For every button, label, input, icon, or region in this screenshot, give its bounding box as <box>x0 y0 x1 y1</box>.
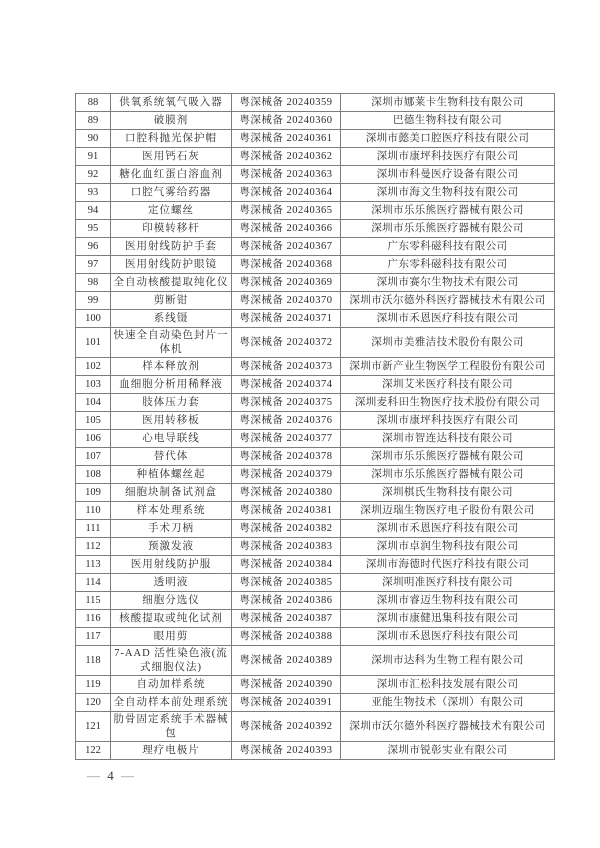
company-name-cell: 深圳市娜莱卡生物科技有限公司 <box>341 94 555 112</box>
row-number-cell: 114 <box>76 574 111 592</box>
registration-number-cell: 粤深械备 20240393 <box>232 742 341 760</box>
product-name-cell: 细胞块制备试剂盒 <box>111 484 232 502</box>
registration-number-cell: 粤深械备 20240379 <box>232 466 341 484</box>
row-number-cell: 95 <box>76 220 111 238</box>
registration-number-cell: 粤深械备 20240365 <box>232 202 341 220</box>
registration-number-cell: 粤深械备 20240361 <box>232 130 341 148</box>
company-name-cell: 深圳市禾恩医疗科技有限公司 <box>341 310 555 328</box>
row-number-cell: 89 <box>76 112 111 130</box>
registration-number-cell: 粤深械备 20240377 <box>232 430 341 448</box>
row-number-cell: 110 <box>76 502 111 520</box>
registration-number-cell: 粤深械备 20240372 <box>232 328 341 358</box>
registration-number-cell: 粤深械备 20240385 <box>232 574 341 592</box>
product-name-cell: 剪断钳 <box>111 292 232 310</box>
company-name-cell: 亚能生物技术（深圳）有限公司 <box>341 694 555 712</box>
company-name-cell: 深圳市赛尔生物技术有限公司 <box>341 274 555 292</box>
row-number-cell: 93 <box>76 184 111 202</box>
product-name-cell: 手术刀柄 <box>111 520 232 538</box>
row-number-cell: 115 <box>76 592 111 610</box>
row-number-cell: 105 <box>76 412 111 430</box>
company-name-cell: 深圳市沃尔德外科医疗器械技术有限公司 <box>341 712 555 742</box>
product-name-cell: 血细胞分析用稀释液 <box>111 376 232 394</box>
row-number-cell: 112 <box>76 538 111 556</box>
table-row <box>76 358 555 376</box>
product-name-cell: 替代体 <box>111 448 232 466</box>
company-name-cell: 深圳市乐乐熊医疗器械有限公司 <box>341 466 555 484</box>
table-row <box>76 292 555 310</box>
table-row <box>76 556 555 574</box>
company-name-cell: 深圳市禾恩医疗科技有限公司 <box>341 520 555 538</box>
table-row <box>76 502 555 520</box>
product-name-cell: 理疗电极片 <box>111 742 232 760</box>
row-number-cell: 121 <box>76 712 111 742</box>
company-name-cell: 深圳棋氏生物科技有限公司 <box>341 484 555 502</box>
table-row <box>76 274 555 292</box>
product-name-cell: 印模转移杆 <box>111 220 232 238</box>
company-name-cell: 深圳市海德时代医疗科技有限公司 <box>341 556 555 574</box>
product-name-cell: 系线镊 <box>111 310 232 328</box>
product-name-cell: 定位螺丝 <box>111 202 232 220</box>
product-name-cell: 医用转移板 <box>111 412 232 430</box>
registration-number-cell: 粤深械备 20240378 <box>232 448 341 466</box>
product-name-cell: 心电导联线 <box>111 430 232 448</box>
product-name-cell: 预激发液 <box>111 538 232 556</box>
registration-number-cell: 粤深械备 20240383 <box>232 538 341 556</box>
table-row <box>76 310 555 328</box>
product-name-cell: 医用钙石灰 <box>111 148 232 166</box>
row-number-cell: 103 <box>76 376 111 394</box>
registration-number-cell: 粤深械备 20240392 <box>232 712 341 742</box>
company-name-cell: 深圳市康坪科技医疗有限公司 <box>341 412 555 430</box>
table-row <box>76 394 555 412</box>
product-name-cell: 供氧系统氧气吸入器 <box>111 94 232 112</box>
table-row <box>76 574 555 592</box>
product-name-cell: 医用射线防护服 <box>111 556 232 574</box>
company-name-cell: 深圳艾米医疗科技有限公司 <box>341 376 555 394</box>
row-number-cell: 92 <box>76 166 111 184</box>
page-number-right-dash: — <box>121 768 136 783</box>
product-name-cell: 透明液 <box>111 574 232 592</box>
table-row <box>76 238 555 256</box>
registration-number-cell: 粤深械备 20240366 <box>232 220 341 238</box>
company-name-cell: 深圳市卓润生物科技有限公司 <box>341 538 555 556</box>
table-row <box>76 112 555 130</box>
company-name-cell: 广东零科磁科技有限公司 <box>341 238 555 256</box>
table-row <box>76 130 555 148</box>
table-row <box>76 220 555 238</box>
registration-number-cell: 粤深械备 20240362 <box>232 148 341 166</box>
company-name-cell: 深圳市康坪科技医疗有限公司 <box>341 148 555 166</box>
registration-number-cell: 粤深械备 20240369 <box>232 274 341 292</box>
row-number-cell: 104 <box>76 394 111 412</box>
table-row <box>76 628 555 646</box>
registration-number-cell: 粤深械备 20240382 <box>232 520 341 538</box>
row-number-cell: 111 <box>76 520 111 538</box>
row-number-cell: 91 <box>76 148 111 166</box>
table-row <box>76 712 555 742</box>
registration-number-cell: 粤深械备 20240388 <box>232 628 341 646</box>
row-number-cell: 96 <box>76 238 111 256</box>
product-name-cell: 核酸提取或纯化试剂 <box>111 610 232 628</box>
product-name-cell: 7-AAD 活性染色液(流式细胞仪法) <box>111 646 232 676</box>
row-number-cell: 116 <box>76 610 111 628</box>
table-row <box>76 742 555 760</box>
table-row <box>76 466 555 484</box>
registration-number-cell: 粤深械备 20240368 <box>232 256 341 274</box>
company-name-cell: 广东零科磁科技有限公司 <box>341 256 555 274</box>
row-number-cell: 109 <box>76 484 111 502</box>
row-number-cell: 88 <box>76 94 111 112</box>
registration-number-cell: 粤深械备 20240367 <box>232 238 341 256</box>
company-name-cell: 深圳市美雅洁技术股份有限公司 <box>341 328 555 358</box>
registration-number-cell: 粤深械备 20240381 <box>232 502 341 520</box>
company-name-cell: 深圳市沃尔德外科医疗器械技术有限公司 <box>341 292 555 310</box>
device-table-body <box>76 94 555 760</box>
registration-number-cell: 粤深械备 20240360 <box>232 112 341 130</box>
table-row <box>76 592 555 610</box>
company-name-cell: 深圳市乐乐熊医疗器械有限公司 <box>341 448 555 466</box>
table-row <box>76 520 555 538</box>
product-name-cell: 自动加样系统 <box>111 676 232 694</box>
company-name-cell: 深圳市乐乐熊医疗器械有限公司 <box>341 202 555 220</box>
product-name-cell: 快速全自动染色封片一体机 <box>111 328 232 358</box>
row-number-cell: 113 <box>76 556 111 574</box>
table-row <box>76 148 555 166</box>
page-number-left-dash: — <box>87 768 102 783</box>
product-name-cell: 糖化血红蛋白溶血剂 <box>111 166 232 184</box>
product-name-cell: 全自动核酸提取纯化仪 <box>111 274 232 292</box>
table-row <box>76 646 555 676</box>
table-row <box>76 412 555 430</box>
row-number-cell: 119 <box>76 676 111 694</box>
row-number-cell: 107 <box>76 448 111 466</box>
table-row <box>76 256 555 274</box>
page-number-value: 4 <box>107 768 116 783</box>
product-name-cell: 口腔气雾给药器 <box>111 184 232 202</box>
product-name-cell: 破膜剂 <box>111 112 232 130</box>
row-number-cell: 122 <box>76 742 111 760</box>
table-row <box>76 166 555 184</box>
company-name-cell: 深圳市达科为生物工程有限公司 <box>341 646 555 676</box>
company-name-cell: 深圳市懿美口腔医疗科技有限公司 <box>341 130 555 148</box>
product-name-cell: 细胞分选仪 <box>111 592 232 610</box>
company-name-cell: 深圳市乐乐熊医疗器械有限公司 <box>341 220 555 238</box>
registration-number-cell: 粤深械备 20240386 <box>232 592 341 610</box>
table-row <box>76 94 555 112</box>
row-number-cell: 117 <box>76 628 111 646</box>
registration-number-cell: 粤深械备 20240384 <box>232 556 341 574</box>
table-row <box>76 694 555 712</box>
company-name-cell: 深圳市汇松科技发展有限公司 <box>341 676 555 694</box>
product-name-cell: 样本释放剂 <box>111 358 232 376</box>
company-name-cell: 深圳市睿迈生物科技有限公司 <box>341 592 555 610</box>
registration-number-cell: 粤深械备 20240374 <box>232 376 341 394</box>
company-name-cell: 深圳市康健迅集科技有限公司 <box>341 610 555 628</box>
registration-number-cell: 粤深械备 20240370 <box>232 292 341 310</box>
registration-number-cell: 粤深械备 20240363 <box>232 166 341 184</box>
row-number-cell: 100 <box>76 310 111 328</box>
product-name-cell: 种植体螺丝起 <box>111 466 232 484</box>
registration-number-cell: 粤深械备 20240375 <box>232 394 341 412</box>
product-name-cell: 样本处理系统 <box>111 502 232 520</box>
page-number <box>87 768 136 784</box>
product-name-cell: 眼用剪 <box>111 628 232 646</box>
registration-number-cell: 粤深械备 20240390 <box>232 676 341 694</box>
row-number-cell: 118 <box>76 646 111 676</box>
row-number-cell: 98 <box>76 274 111 292</box>
row-number-cell: 106 <box>76 430 111 448</box>
table-row <box>76 328 555 358</box>
row-number-cell: 97 <box>76 256 111 274</box>
registration-number-cell: 粤深械备 20240359 <box>232 94 341 112</box>
row-number-cell: 99 <box>76 292 111 310</box>
registration-number-cell: 粤深械备 20240371 <box>232 310 341 328</box>
company-name-cell: 深圳明准医疗科技有限公司 <box>341 574 555 592</box>
company-name-cell: 深圳迈瑞生物医疗电子股份有限公司 <box>341 502 555 520</box>
table-row <box>76 202 555 220</box>
table-row <box>76 484 555 502</box>
row-number-cell: 101 <box>76 328 111 358</box>
company-name-cell: 深圳市海文生物科技有限公司 <box>341 184 555 202</box>
product-name-cell: 医用射线防护眼镜 <box>111 256 232 274</box>
company-name-cell: 深圳麦科田生物医疗技术股份有限公司 <box>341 394 555 412</box>
product-name-cell: 肋骨固定系统手术器械包 <box>111 712 232 742</box>
table-row <box>76 184 555 202</box>
product-name-cell: 全自动样本前处理系统 <box>111 694 232 712</box>
company-name-cell: 深圳市智连达科技有限公司 <box>341 430 555 448</box>
registration-number-cell: 粤深械备 20240380 <box>232 484 341 502</box>
product-name-cell: 口腔科抛光保护帽 <box>111 130 232 148</box>
row-number-cell: 120 <box>76 694 111 712</box>
registration-number-cell: 粤深械备 20240391 <box>232 694 341 712</box>
company-name-cell: 深圳市禾恩医疗科技有限公司 <box>341 628 555 646</box>
registration-number-cell: 粤深械备 20240389 <box>232 646 341 676</box>
device-filing-table <box>75 93 555 760</box>
product-name-cell: 肢体压力套 <box>111 394 232 412</box>
row-number-cell: 90 <box>76 130 111 148</box>
table-row <box>76 448 555 466</box>
registration-number-cell: 粤深械备 20240387 <box>232 610 341 628</box>
product-name-cell: 医用射线防护手套 <box>111 238 232 256</box>
registration-number-cell: 粤深械备 20240364 <box>232 184 341 202</box>
table-row <box>76 676 555 694</box>
row-number-cell: 102 <box>76 358 111 376</box>
company-name-cell: 巴德生物科技有限公司 <box>341 112 555 130</box>
row-number-cell: 108 <box>76 466 111 484</box>
company-name-cell: 深圳市科曼医疗设备有限公司 <box>341 166 555 184</box>
registration-number-cell: 粤深械备 20240376 <box>232 412 341 430</box>
registration-number-cell: 粤深械备 20240373 <box>232 358 341 376</box>
company-name-cell: 深圳市锐彰实业有限公司 <box>341 742 555 760</box>
company-name-cell: 深圳市新产业生物医学工程股份有限公司 <box>341 358 555 376</box>
table-row <box>76 538 555 556</box>
table-row <box>76 610 555 628</box>
row-number-cell: 94 <box>76 202 111 220</box>
table-row <box>76 376 555 394</box>
table-row <box>76 430 555 448</box>
